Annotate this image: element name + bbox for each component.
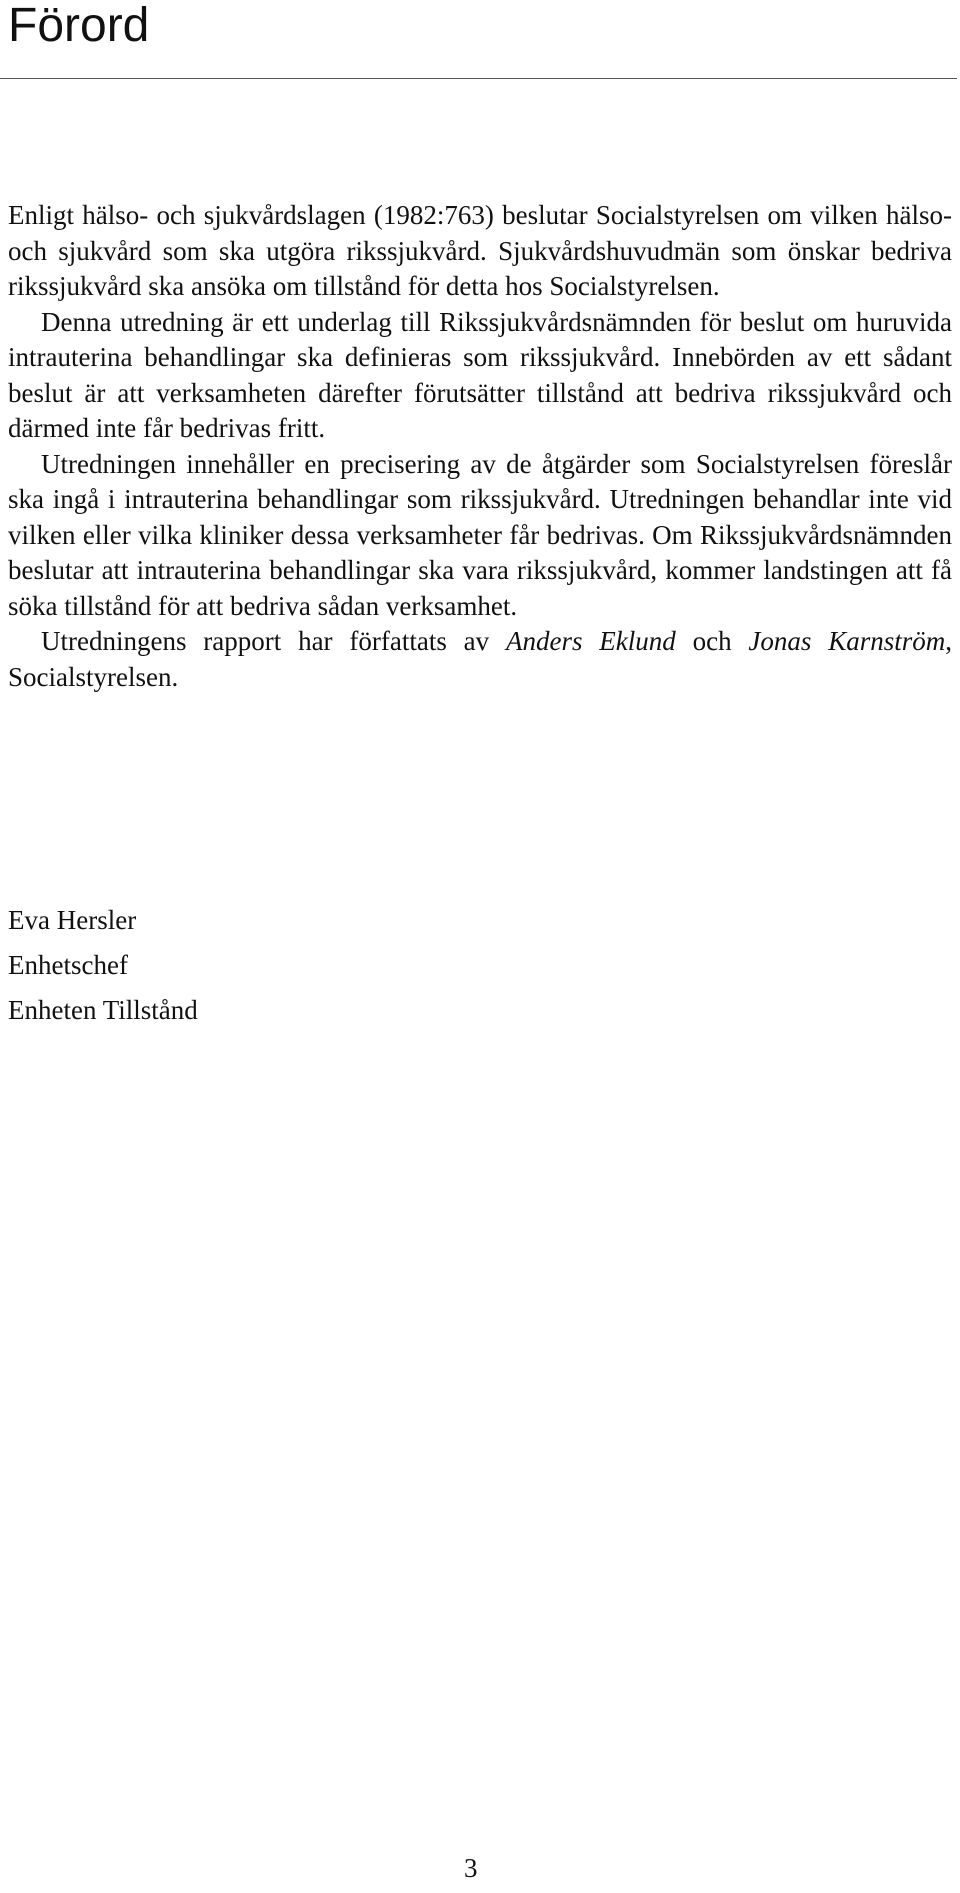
authors-lead: Utredningens rapport har författats av	[41, 626, 506, 656]
signatory-name: Eva Hersler	[8, 905, 137, 935]
signatory-title: Enhetschef	[8, 950, 128, 980]
signatory-unit: Enheten Tillstånd	[8, 995, 198, 1025]
authors-conjunction: och	[675, 626, 749, 656]
preface-body	[8, 198, 952, 695]
paragraph-intro: Enligt hälso- och sjukvårdslagen (1982:763) beslutar Socialstyrelsen om vilken hälso- och sjukvård som ska utgöra rikssjukvård. Sjukvårdshuvudmän som önskar bedriva rikssjukvård ska ansöka om tillstånd för detta hos Socialstyrelsen.	[8, 200, 952, 301]
paragraph-scope: Utredningen innehåller en precisering av de åtgärder som Socialstyrelsen föreslår ska ingå i intrauterina behandlingar som rikssjukvård. Utredningen behandlar inte vid vilken eller vilka kliniker dessa verksamheter får bedrivas. Om Rikssjukvårdsnämnden beslutar att intrauterina behandlingar ska vara rikssjukvård, kommer landstingen att få söka tillstånd för att bedriva sådan verksamhet.	[8, 448, 952, 621]
paragraph-authors	[8, 624, 952, 695]
page-title: Förord	[8, 0, 150, 52]
paragraph-purpose: Denna utredning är ett underlag till Rikssjukvårdsnämnden för beslut om huruvida intrauterina behandlingar ska definieras som rikssjukvård. Innebörden av ett sådant beslut är att verksamheten därefter förutsätter tillstånd att bedriva rikssjukvård och därmed inte får bedrivas fritt.	[8, 306, 952, 443]
page-number: 3	[464, 1853, 478, 1883]
signature-block	[8, 898, 198, 1033]
authors-tail: , Socialstyrelsen.	[8, 626, 952, 692]
heading-divider	[0, 78, 957, 79]
author-name: Jonas Karnström	[748, 626, 946, 656]
author-name: Anders Eklund	[505, 626, 676, 656]
